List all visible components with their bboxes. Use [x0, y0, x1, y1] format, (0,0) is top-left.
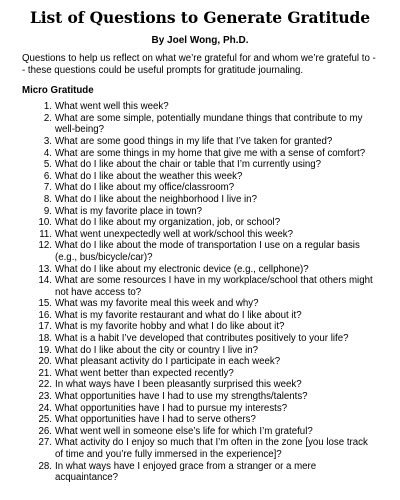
list-item-text: What is my favorite hobby and what I do like about it? [55, 321, 285, 333]
list-item-number: 6. [43, 170, 52, 182]
list-item-number: 1. [43, 101, 52, 113]
list-item [22, 217, 378, 229]
list-item-number: 15. [38, 298, 52, 310]
list-item-text: What are some things in my home that give me with a sense of comfort? [55, 147, 366, 159]
question-list [22, 101, 378, 484]
list-item-text: What is a habit I’ve developed that contributes positively to your life? [55, 333, 349, 345]
list-item [22, 345, 378, 357]
list-item-number: 19. [38, 344, 52, 356]
list-item [22, 275, 378, 298]
list-item-number: 14. [38, 275, 52, 287]
list-item-text: What are some good things in my life that I’ve taken for granted? [55, 135, 333, 147]
list-item [22, 264, 378, 276]
list-item-number: 10. [38, 217, 52, 229]
list-item-text: What do I like about my office/classroom? [55, 182, 235, 194]
list-item [22, 414, 378, 426]
list-item [22, 461, 378, 484]
list-item [22, 101, 378, 113]
list-item-text: What do I like about the city or country I live in? [55, 344, 258, 356]
list-item-number: 18. [38, 333, 52, 345]
list-item-number: 26. [38, 425, 52, 437]
list-item-number: 12. [38, 240, 52, 252]
list-item [22, 206, 378, 218]
list-item [22, 379, 378, 391]
list-item [22, 171, 378, 183]
list-item-number: 24. [38, 402, 52, 414]
list-item-number: 20. [38, 356, 52, 368]
list-item-text: In what ways have I been pleasantly surprised this week? [55, 379, 302, 391]
list-item-number: 9. [43, 205, 52, 217]
list-item [22, 368, 378, 380]
list-item-text: What is my favorite place in town? [55, 205, 202, 217]
section-heading: Micro Gratitude [22, 85, 94, 97]
list-item [22, 182, 378, 194]
list-item-text: What opportunities have I had to serve others? [55, 414, 256, 426]
intro-paragraph: Questions to help us reflect on what we’re grateful for and whom we’re grateful to -- these questions could be useful prompts for gratitude journaling. [22, 53, 376, 76]
list-item [22, 298, 378, 310]
list-item [22, 426, 378, 438]
list-item-text: What is my favorite restaurant and what do I like about it? [55, 309, 302, 321]
list-item-text: What do I like about my electronic device (e.g., cellphone)? [55, 263, 309, 275]
list-item [22, 391, 378, 403]
list-item-text: In what ways have I enjoyed grace from a stranger or a mere acquaintance? [55, 460, 317, 484]
list-item [22, 437, 378, 460]
list-item-text: What went well this week? [55, 101, 169, 113]
list-item-number: 2. [43, 112, 52, 124]
list-item-text: What are some simple, potentially mundane things that contribute to my well-being? [55, 112, 363, 136]
list-item-text: What pleasant activity do I participate in each week? [55, 356, 281, 368]
list-item [22, 310, 378, 322]
list-item [22, 229, 378, 241]
list-item [22, 113, 378, 136]
list-item-number: 27. [38, 437, 52, 449]
list-item-number: 17. [38, 321, 52, 333]
list-item-text: What went better than expected recently? [55, 367, 234, 379]
list-item-text: What went well in someone else’s life for which I’m grateful? [55, 425, 313, 437]
list-item [22, 148, 378, 160]
list-item-text: What do I like about the weather this week? [55, 170, 243, 182]
list-item [22, 159, 378, 171]
list-item-number: 22. [38, 379, 52, 391]
list-item [22, 136, 378, 148]
list-item-number: 11. [39, 228, 52, 240]
list-item-number: 4. [43, 147, 52, 159]
list-item [22, 356, 378, 368]
list-item [22, 194, 378, 206]
list-item-text: What opportunities have I had to pursue my interests? [55, 402, 288, 414]
author-line: By Joel Wong, Ph.D. [151, 35, 249, 46]
list-item-number: 7. [43, 182, 52, 194]
list-item-text: What do I like about my organization, job, or school? [55, 217, 281, 229]
list-item-number: 21. [38, 367, 52, 379]
list-item-number: 16. [38, 309, 52, 321]
list-item-text: What was my favorite meal this week and why? [55, 298, 259, 310]
list-item-text: What do I like about the neighborhood I live in? [55, 193, 257, 205]
list-item-text: What went unexpectedly well at work/school this week? [55, 228, 293, 240]
list-item-text: What activity do I enjoy so much that I’m often in the zone [you lose track of time and you’re fully immersed in the experience]? [55, 437, 368, 460]
list-item-number: 23. [38, 391, 52, 403]
list-item-number: 13. [38, 263, 52, 275]
list-item-text: What opportunities have I had to use my strengths/talents? [55, 391, 308, 403]
list-item-number: 25. [38, 414, 52, 426]
list-item [22, 321, 378, 333]
list-item-number: 8. [43, 193, 52, 205]
list-item [22, 403, 378, 415]
list-item [22, 333, 378, 345]
list-item-text: What are some resources I have in my workplace/school that others might not have access to? [55, 275, 373, 298]
list-item [22, 240, 378, 263]
list-item-number: 3. [43, 135, 52, 147]
list-item-text: What do I like about the mode of transportation I use on a regular basis (e.g., bus/bicycle/car)? [55, 240, 360, 263]
document-title: List of Questions to Generate Gratitude [29, 8, 371, 27]
list-item-number: 5. [43, 159, 52, 171]
list-item-text: What do I like about the chair or table that I’m currently using? [55, 159, 322, 171]
list-item-number: 28. [38, 460, 52, 472]
